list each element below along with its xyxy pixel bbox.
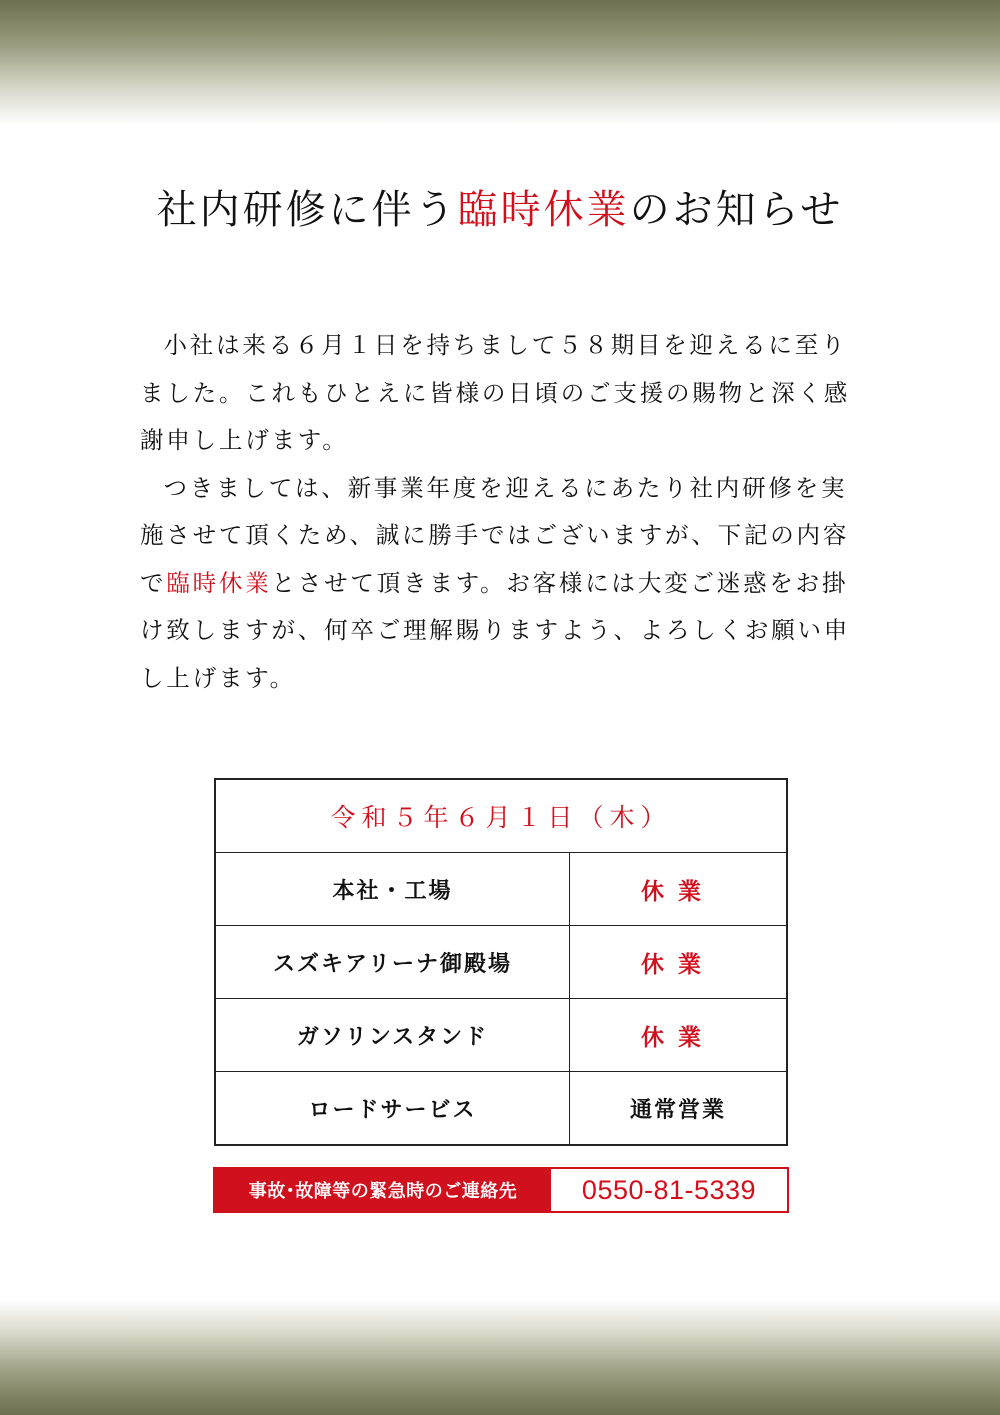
table-row — [215, 853, 787, 926]
notice-paragraph-1: 小社は来る６月１日を持ちまして５８期目を迎えるに至りました。これもひとえに皆様の日頃のご支援の賜物と深く感謝申し上げます。 — [140, 331, 851, 454]
schedule-date-row — [215, 779, 787, 853]
table-row — [215, 926, 787, 999]
location-cell: スズキアリーナ御殿場 — [215, 926, 570, 999]
schedule-date: 令和５年６月１日（木） — [215, 779, 787, 853]
table-row — [215, 999, 787, 1072]
schedule-table — [214, 778, 788, 1146]
paragraph-2-after: とさせて頂きます。お客様には大変ご迷惑をお掛け致しますが、何卒ご理解賜りますよう、よろしくお願い申し上げます。 — [140, 568, 851, 692]
bottom-gradient-band — [0, 1300, 1000, 1415]
title-text-after: のお知らせ — [629, 187, 844, 233]
location-cell: ガソリンスタンド — [215, 999, 570, 1072]
paragraph-2-highlight: 臨時休業 — [166, 568, 272, 597]
title-text-highlight: 臨時休業 — [457, 187, 630, 233]
notice-paragraph-2 — [140, 465, 865, 703]
status-cell: 休業 — [570, 853, 788, 926]
notice-body — [140, 322, 865, 702]
status-cell: 通常営業 — [570, 1072, 788, 1146]
emergency-contact-label: 事故･故障等の緊急時のご連絡先 — [215, 1169, 551, 1211]
table-row — [215, 1072, 787, 1146]
top-gradient-band — [0, 0, 1000, 125]
location-cell: 本社・工場 — [215, 853, 570, 926]
title-text-before: 社内研修に伴う — [156, 187, 458, 233]
page-title — [0, 180, 1000, 240]
emergency-phone-number[interactable]: 0550-81-5339 — [551, 1169, 787, 1211]
location-cell: ロードサービス — [215, 1072, 570, 1146]
paragraph-2-before: つきましては、新事業年度を迎えるにあたり社内研修を実施させて頂くため、誠に勝手ではございますが、下記の内容で — [140, 473, 850, 597]
status-cell: 休業 — [570, 926, 788, 999]
status-cell: 休業 — [570, 999, 788, 1072]
emergency-contact-bar — [213, 1167, 789, 1213]
